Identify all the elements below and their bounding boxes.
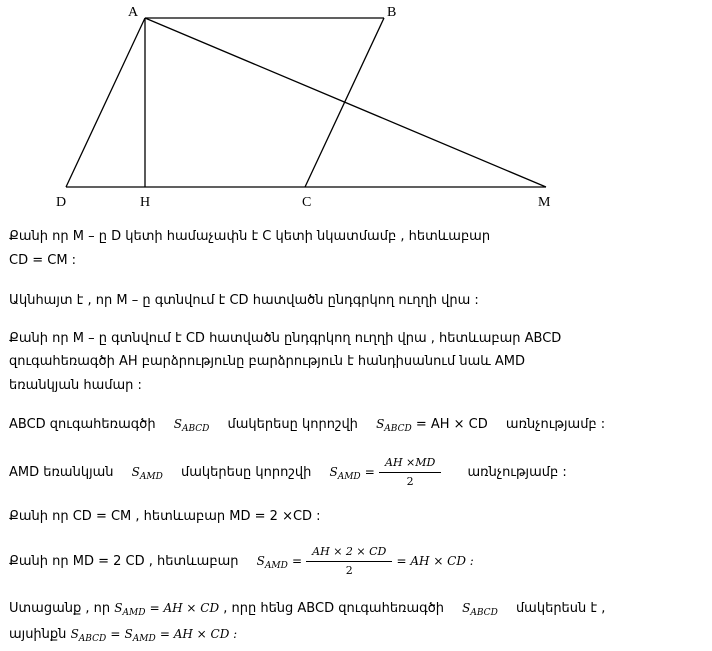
p8-text-a: Ստացանք , որ (9, 601, 111, 616)
paragraph-2: Ակնհայտ է , որ M – ը գտնվում է CD հատվածն ընդգրկող ուղղի վրա : (9, 293, 479, 308)
paragraph-8 (9, 599, 605, 622)
p7-fraction: $\frac{AH \times 2 \times CD}{2}$ (306, 544, 392, 579)
paragraph-3-line-2: զուգահեռագծի AH բարձրությունը բարձրություն է հանդիսանում նաև AMD (9, 354, 526, 369)
p9-formula: = AH × CD : (159, 627, 238, 641)
paragraph-9 (9, 625, 237, 648)
p5-equals: = (364, 465, 375, 479)
p5-text-post: առնչությամբ : (467, 465, 567, 480)
segment-AD (66, 18, 145, 187)
p7-area-symbol: $S_{AMD}$ (256, 554, 288, 571)
p4-text-pre: ABCD զուգահեռագծի (9, 417, 156, 432)
p9-equals: = (110, 627, 121, 641)
label-B: B (387, 5, 397, 20)
p4-area-formula: $S_{ABCD}$ (376, 417, 412, 434)
p7-equals: = (291, 554, 303, 568)
p7-text-pre: Քանի որ MD = 2 CD , հետևաբար (9, 554, 239, 569)
paragraph-3-line-3: եռանկյան համար : (9, 378, 142, 393)
p8-text-b: , որը հենց ABCD զուգահեռագծի (223, 601, 445, 616)
label-H: H (140, 195, 151, 210)
paragraph-7 (9, 541, 474, 581)
p9-text-a: այսինքն (9, 627, 67, 642)
label-A: A (128, 5, 139, 20)
p7-result: = AH × CD : (396, 554, 474, 568)
label-D: D (56, 195, 67, 210)
p4-text-post: առնչությամբ : (505, 417, 606, 432)
paragraph-5 (9, 452, 567, 492)
p8-area-symbol-2: $S_{ABCD}$ (462, 601, 498, 618)
p4-formula: = AH × CD (415, 417, 488, 432)
p5-text-pre: AMD եռանկյան (9, 465, 114, 480)
p4-area-symbol: $S_{ABCD}$ (173, 417, 210, 434)
label-M: M (538, 195, 551, 210)
p8-formula: = AH × CD (149, 601, 220, 615)
p9-area-symbol-1: $S_{ABCD}$ (70, 627, 107, 644)
p9-area-symbol-2: $S_{AMD}$ (124, 627, 156, 644)
paragraph-4 (9, 415, 605, 438)
p5-text-mid: մակերեսը կորոշվի (180, 465, 312, 480)
p5-fraction: $\frac{AH \times MD}{2}$ (379, 455, 441, 490)
paragraph-1-line-2: CD = CM : (9, 253, 77, 268)
segment-AM (145, 18, 546, 187)
p8-text-c: մակերեսն է , (515, 601, 606, 616)
geometry-figure (0, 0, 712, 215)
p4-text-mid: մակերեսը կորոշվի (227, 417, 358, 432)
paragraph-6: Քանի որ CD = CM , հետևաբար MD = 2 ×CD : (9, 509, 321, 524)
label-C: C (302, 195, 312, 210)
p8-area-symbol: $S_{AMD}$ (114, 601, 146, 618)
paragraph-1-line-1: Քանի որ M – ը D կետի համաչափն է C կետի նկատմամբ , հետևաբար (9, 229, 491, 244)
p5-area-symbol: $S_{AMD}$ (131, 465, 163, 482)
p5-area-formula: $S_{AMD}$ (329, 465, 361, 482)
paragraph-3-line-1: Քանի որ M – ը գտնվում է CD հատվածն ընդգրկող ուղղի վրա , հետևաբար ABCD (9, 331, 562, 346)
